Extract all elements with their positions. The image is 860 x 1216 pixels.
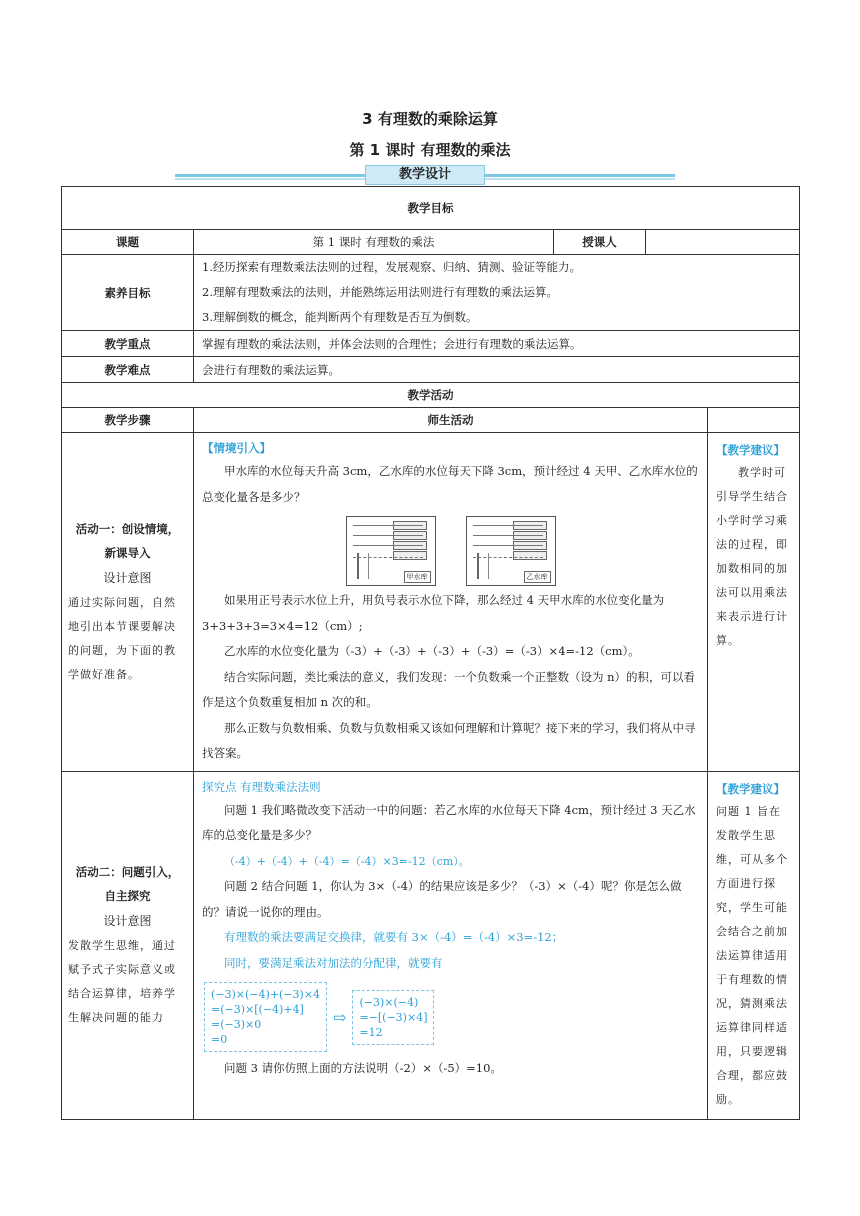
derivation-line: =(−3)×[(−4)+4] bbox=[211, 1003, 304, 1016]
lesson-subtitle: 第 1 课时 有理数的乘法 bbox=[349, 141, 511, 159]
activity1-suggestion bbox=[708, 433, 800, 772]
activity2-question: 问题 3 请你仿照上面的方法说明（-2）×（-5）=10。 bbox=[224, 1061, 502, 1075]
literacy-item: 1.经历探索有理数乘法法则的过程，发展观察、归纳、猜测、验证等能力。 bbox=[202, 260, 581, 274]
reservoir-b-caption: 乙水库 bbox=[524, 571, 551, 583]
derivation-boxes bbox=[204, 982, 699, 1052]
activity1-intent-label: 设计意图 bbox=[103, 570, 152, 585]
key-point-label: 教学重点 bbox=[62, 331, 194, 357]
topic-label: 课题 bbox=[62, 230, 194, 255]
topic-value: 第 1 课时 有理数的乘法 bbox=[194, 230, 554, 255]
activity2-content bbox=[194, 771, 708, 1119]
difficulty-label: 教学难点 bbox=[62, 357, 194, 383]
activity2-step-cell bbox=[62, 771, 194, 1119]
activity1-heading: 【情境引入】 bbox=[202, 441, 271, 455]
literacy-label: 素养目标 bbox=[62, 255, 194, 331]
derivation-line: =12 bbox=[359, 1025, 383, 1039]
literacy-item: 3.理解倒数的概念，能判断两个有理数是否互为倒数。 bbox=[202, 310, 478, 324]
activity1-content bbox=[194, 433, 708, 772]
lesson-title: 3 有理数的乘除运算 bbox=[362, 110, 498, 128]
literacy-item: 2.理解有理数乘法的法则，并能熟练运用法则进行有理数的乘法运算。 bbox=[202, 285, 558, 299]
activity2-name-line2: 自主探究 bbox=[104, 889, 151, 903]
reservoir-images bbox=[202, 516, 699, 586]
activity1-name-line1: 活动一：创设情境， bbox=[75, 521, 180, 536]
blank-header-cell bbox=[708, 408, 800, 433]
activity2-intent-label: 设计意图 bbox=[103, 914, 152, 928]
activity2-name-line1: 活动二：问题引入， bbox=[75, 865, 180, 879]
reservoir-b-image bbox=[466, 516, 556, 586]
activity1-name-line2: 新课导入 bbox=[104, 545, 151, 560]
lesson-plan-table bbox=[61, 186, 800, 1120]
right-arrow-icon: ⇨ bbox=[333, 1007, 347, 1027]
derivation-line: (−3)×(−4)+(−3)×4 bbox=[211, 988, 321, 1001]
key-point-value: 掌握有理数的乘法法则，并体会法则的合理性；会进行有理数的乘法运算。 bbox=[194, 331, 800, 357]
activity1-intent-text: 通过实际问题，自然地引出本节课要解决的问题，为下面的教学做好准备。 bbox=[68, 595, 176, 681]
derivation-box-2 bbox=[352, 990, 434, 1045]
activity2-suggestion-text: 问题 1 旨在发散学生思维，可从多个方面进行探究，学生可能会结合之前加法运算律适用于有理数的情况，猜测乘法运算律同样适用，只要逻辑合理，都应鼓励。 bbox=[716, 804, 788, 1106]
derivation-box-1 bbox=[204, 982, 327, 1052]
derivation-line: =0 bbox=[211, 1033, 228, 1046]
activity2-suggestion bbox=[708, 771, 800, 1119]
difficulty-value: 会进行有理数的乘法运算。 bbox=[194, 357, 800, 383]
activity2-question: 问题 1 我们略微改变下活动一中的问题：若乙水库的水位每天下降 4cm，预计经过 3 天乙水库的总变化量是多少？ bbox=[202, 802, 696, 842]
reservoir-a-caption: 甲水库 bbox=[404, 571, 431, 583]
literacy-goals bbox=[194, 255, 800, 331]
activities-section-title: 教学活动 bbox=[62, 383, 800, 408]
derivation-line: =(−3)×0 bbox=[211, 1018, 262, 1031]
derivation-line: =−[(−3)×4] bbox=[359, 1010, 428, 1024]
activity1-paragraph: 乙水库的水位变化量为（-3）+（-3）+（-3）+（-3）=（-3）×4=-12（cm）。 bbox=[224, 644, 640, 658]
derivation-line: (−3)×(−4) bbox=[359, 995, 419, 1009]
activity-header: 师生活动 bbox=[194, 408, 708, 433]
teacher-label: 授课人 bbox=[554, 230, 646, 255]
activity2-answer: 有理数的乘法要满足交换律，就要有 3×（-4）=（-4）×3=-12； bbox=[224, 930, 564, 944]
activity1-paragraph: 那么正数与负数相乘、负数与负数相乘又该如何理解和计算呢？接下来的学习，我们将从中寻找答案。 bbox=[202, 720, 696, 760]
activity1-paragraph: 结合实际问题，类比乘法的意义，我们发现：一个负数乘一个正整数（设为 n）的积，可以看作是这个负数重复相加 n 次的和。 bbox=[202, 669, 696, 709]
activity2-heading: 探究点 有理数乘法法则 bbox=[202, 779, 321, 794]
activity1-paragraph: 如果用正号表示水位上升，用负号表示水位下降，那么经过 4 天甲水库的水位变化量为 3+3+3+3=3×4=12（cm）; bbox=[202, 593, 665, 633]
banner-label: 教学设计 bbox=[365, 165, 485, 185]
activity1-suggestion-text: 教学时可引导学生结合小学时学习乘法的过程，即加数相同的加法可以用乘法来表示进行计算。 bbox=[716, 466, 788, 647]
activity1-suggestion-heading: 【教学建议】 bbox=[716, 443, 785, 457]
activity2-intent-text: 发散学生思维，通过赋予式子实际意义或结合运算律，培养学生解决问题的能力 bbox=[68, 939, 176, 1024]
reservoir-a-image bbox=[346, 516, 436, 586]
teacher-value bbox=[646, 230, 800, 255]
steps-header: 教学步骤 bbox=[62, 408, 194, 433]
goals-section-title: 教学目标 bbox=[62, 187, 800, 230]
activity1-step-cell bbox=[62, 433, 194, 772]
activity2-answer: 同时，要满足乘法对加法的分配律，就要有 bbox=[224, 955, 443, 970]
activity2-answer: （-4）+（-4）+（-4）=（-4）×3=-12（cm）。 bbox=[224, 854, 470, 868]
activity2-suggestion-heading: 【教学建议】 bbox=[716, 781, 785, 796]
activity2-question: 问题 2 结合问题 1，你认为 3×（-4）的结果应该是多少？（-3）×（-4）呢？你是怎么做的？请说一说你的理由。 bbox=[202, 879, 682, 919]
section-banner bbox=[175, 165, 675, 185]
activity1-paragraph: 甲水库的水位每天升高 3cm，乙水库的水位每天下降 3cm，预计经过 4 天甲、乙水库水位的总变化量各是多少？ bbox=[202, 464, 698, 504]
